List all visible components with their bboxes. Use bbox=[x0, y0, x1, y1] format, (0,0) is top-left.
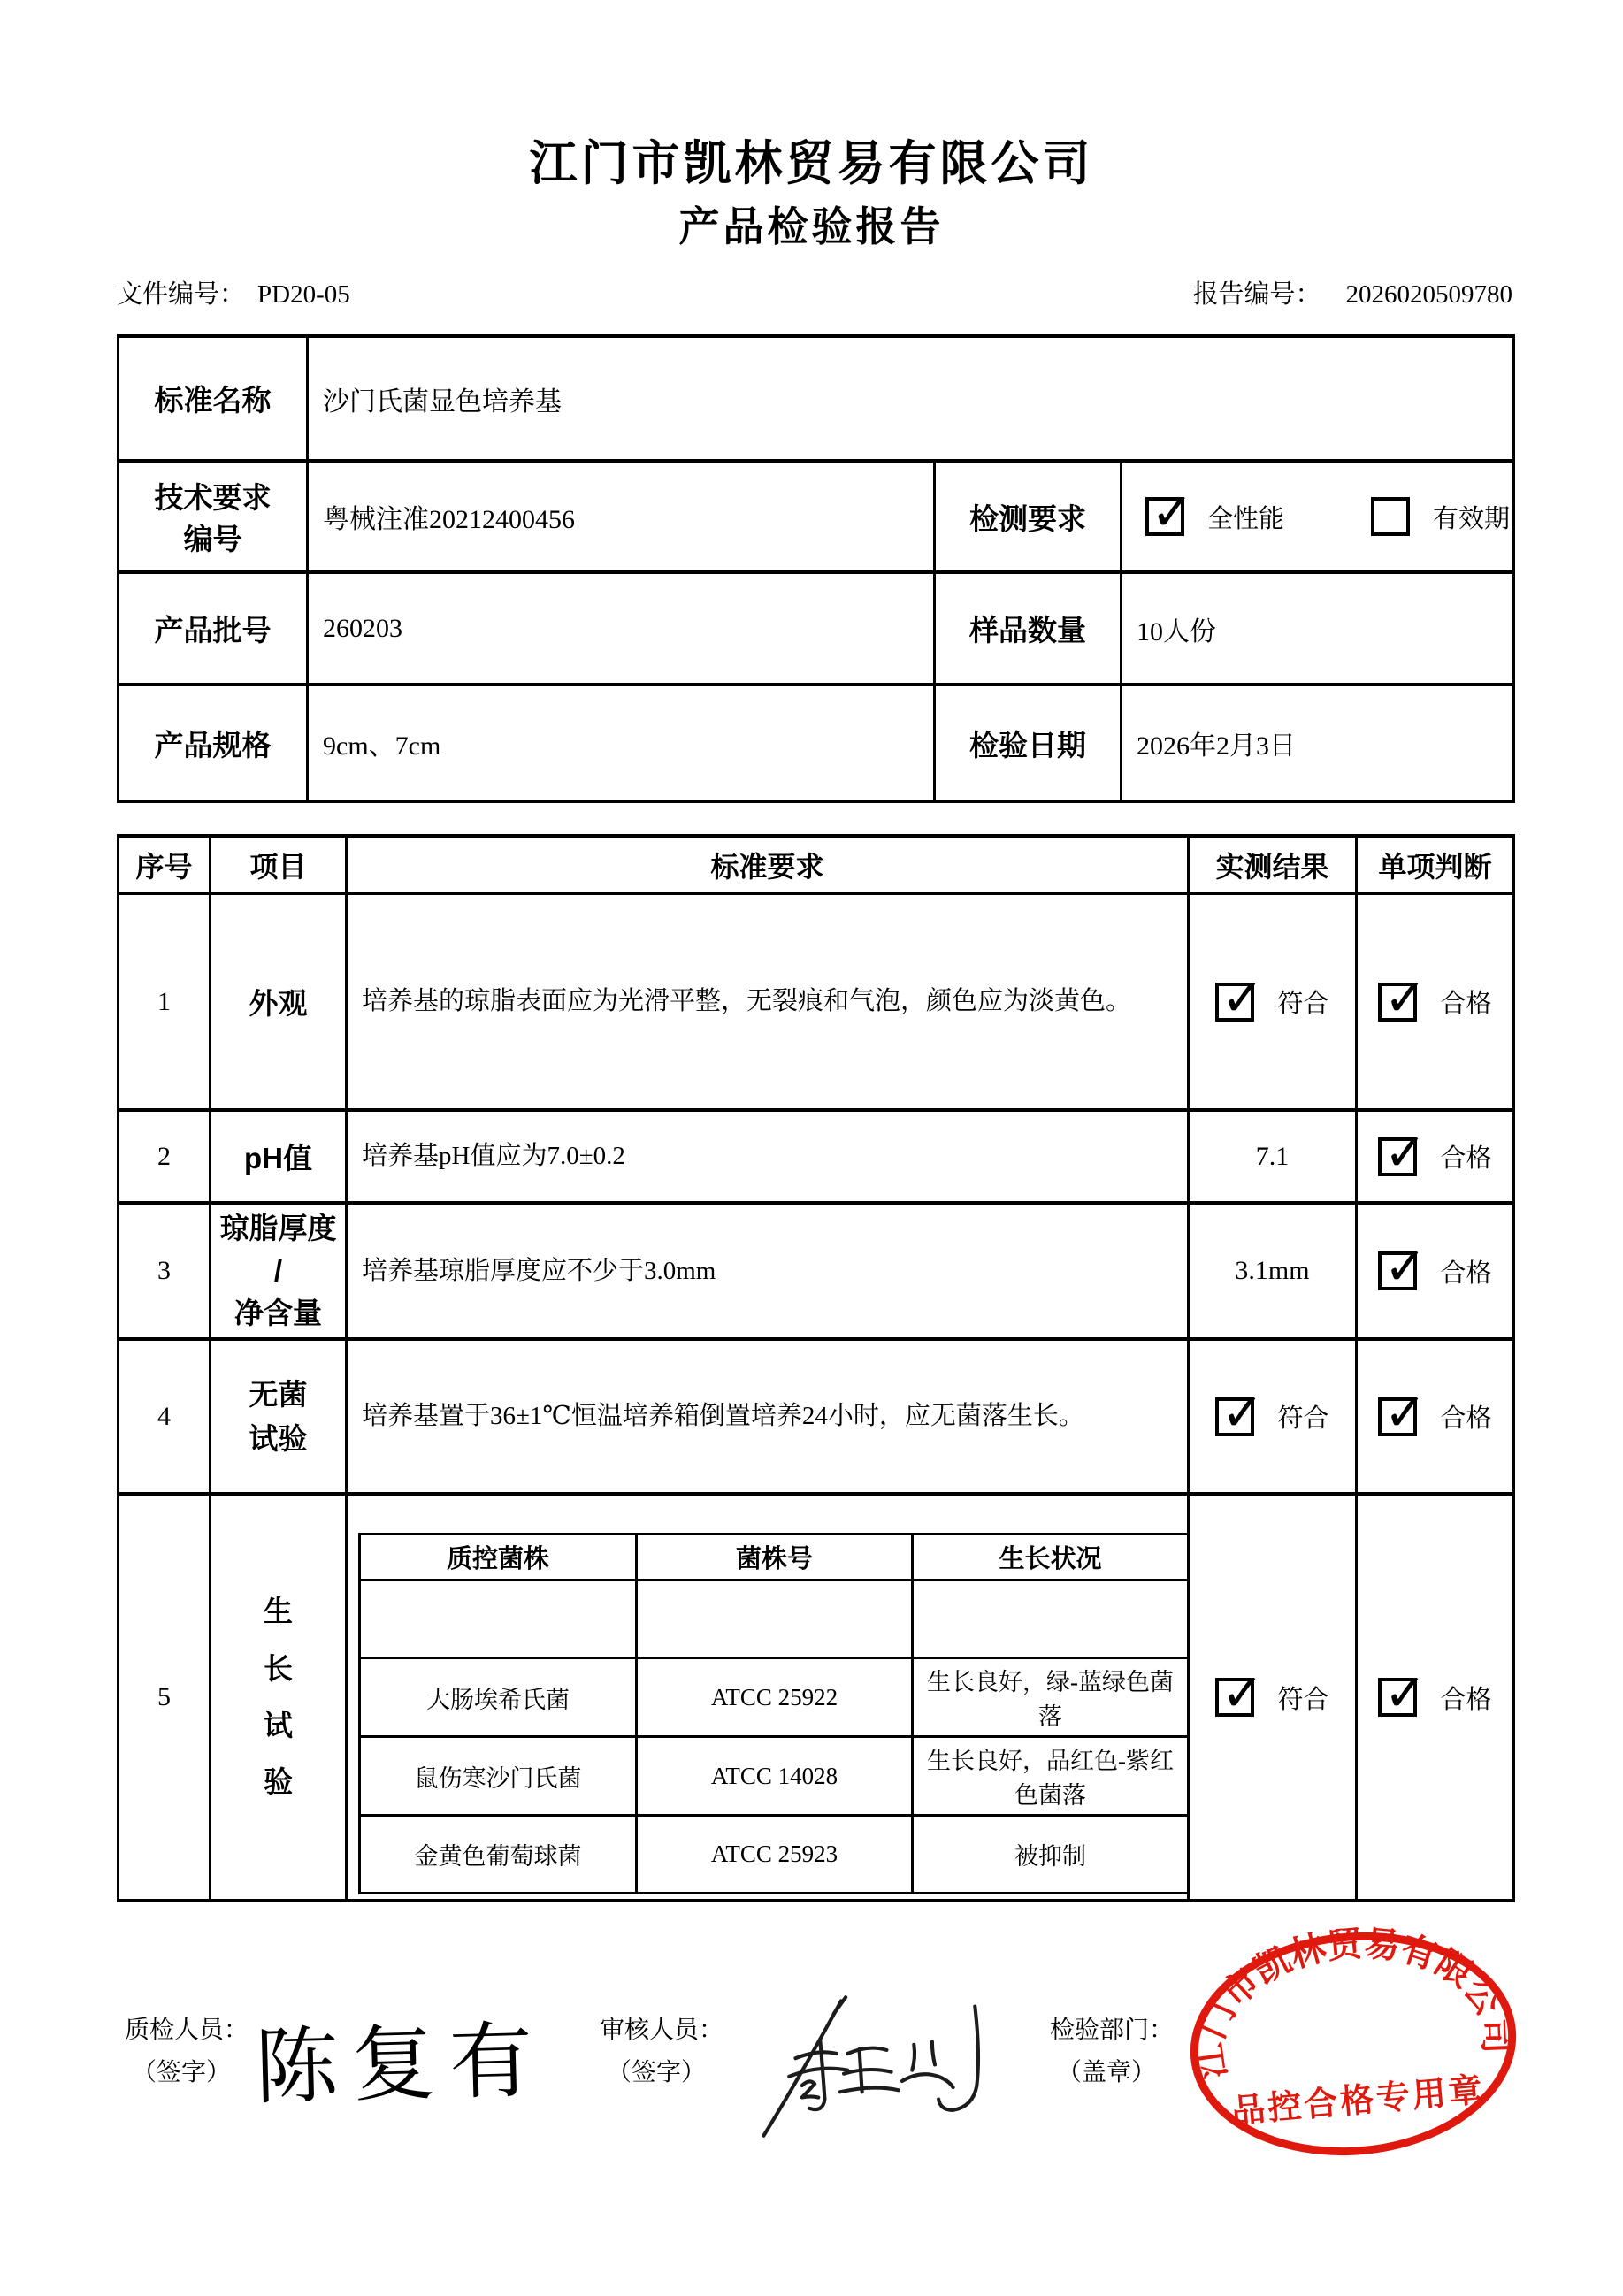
table-row bbox=[119, 1494, 1514, 1901]
row-no: 3 bbox=[119, 1203, 211, 1339]
judgment-ph bbox=[1357, 1110, 1514, 1203]
item-agar-thickness bbox=[211, 1203, 347, 1339]
inspection-dept-label: 检验部门： bbox=[1050, 2017, 1175, 2044]
row-no: 4 bbox=[119, 1339, 211, 1494]
report-title: 产品检验报告 bbox=[678, 203, 945, 250]
sample-qty-value: 10人份 bbox=[1122, 572, 1514, 685]
check-icon: ✓ bbox=[1383, 1121, 1428, 1182]
result-growth-test bbox=[1189, 1494, 1357, 1901]
col-header-no: 序号 bbox=[119, 836, 211, 893]
check-icon: ✓ bbox=[1221, 1663, 1265, 1723]
result-checkbox[interactable] bbox=[1215, 967, 1265, 1028]
inspection-date-value: 2026年2月3日 bbox=[1122, 685, 1514, 801]
col-header-judgment: 单项判断 bbox=[1357, 836, 1514, 893]
strain-table bbox=[358, 1533, 1189, 1894]
judgment-checkbox[interactable] bbox=[1378, 1381, 1428, 1443]
reviewer-label: 审核人员： bbox=[600, 2017, 724, 2044]
strain-row bbox=[360, 1658, 1189, 1737]
strain-name bbox=[360, 1580, 637, 1658]
strain-name: 金黄色葡萄球菌 bbox=[360, 1816, 637, 1894]
item-label: 生长试验 bbox=[264, 1595, 293, 1799]
standard-name-label: 标准名称 bbox=[119, 336, 308, 461]
tech-requirement-no-label: 技术要求编号 bbox=[119, 461, 308, 572]
product-spec-value: 9cm、7cm bbox=[308, 685, 935, 801]
judgment-checkbox[interactable] bbox=[1378, 967, 1428, 1028]
strain-growth bbox=[913, 1580, 1189, 1658]
judgment-label: 合格 bbox=[1440, 1259, 1492, 1288]
table-row bbox=[119, 572, 1514, 685]
item-appearance: 外观 bbox=[211, 893, 347, 1110]
table-row bbox=[119, 685, 1514, 801]
test-requirement-options bbox=[1122, 461, 1514, 572]
judgment-label: 合格 bbox=[1440, 990, 1492, 1018]
validity-checkbox[interactable] bbox=[1371, 497, 1410, 536]
table-header-row bbox=[119, 836, 1514, 893]
check-icon: ✓ bbox=[1151, 482, 1194, 542]
check-icon: ✓ bbox=[1383, 1663, 1428, 1723]
strain-number bbox=[637, 1580, 913, 1658]
item-line: / bbox=[273, 1254, 283, 1288]
strain-header-row bbox=[360, 1534, 1189, 1580]
inspection-results-table bbox=[117, 834, 1515, 1902]
product-spec-label: 产品规格 bbox=[119, 685, 308, 801]
report-no-value: 2026020509780 bbox=[1345, 280, 1512, 309]
requirement-ph: 培养基pH值应为7.0±0.2 bbox=[347, 1110, 1189, 1203]
row-no: 2 bbox=[119, 1110, 211, 1203]
report-no-label: 报告编号： bbox=[1192, 280, 1321, 309]
table-row bbox=[119, 336, 1514, 461]
strain-col-header: 质控菌株 bbox=[360, 1534, 637, 1580]
inspection-dept-block bbox=[1050, 2017, 1174, 2087]
judgment-checkbox[interactable] bbox=[1378, 1121, 1428, 1182]
result-sterility bbox=[1189, 1339, 1357, 1494]
dept-stamp-hint: （盖章） bbox=[1057, 2059, 1157, 2087]
item-label: 无菌试验 bbox=[249, 1378, 308, 1455]
result-checkbox[interactable] bbox=[1215, 1663, 1265, 1723]
company-title: 江门市凯林贸易有限公司 bbox=[529, 137, 1094, 190]
result-agar-thickness: 3.1mm bbox=[1189, 1203, 1357, 1339]
col-header-requirement: 标准要求 bbox=[347, 836, 1189, 893]
table-row bbox=[119, 461, 1514, 572]
inspection-date-label: 检验日期 bbox=[935, 685, 1122, 801]
qc-personnel-label: 质检人员： bbox=[125, 2017, 249, 2044]
check-icon: ✓ bbox=[1221, 1381, 1265, 1443]
full-performance-checkbox[interactable] bbox=[1145, 482, 1194, 542]
check-icon: ✓ bbox=[1383, 1236, 1428, 1297]
product-info-table bbox=[117, 334, 1515, 803]
check-icon: ✓ bbox=[1383, 967, 1428, 1028]
company-stamp bbox=[1172, 1914, 1534, 2175]
result-label: 符合 bbox=[1277, 1685, 1329, 1714]
strain-growth: 被抑制 bbox=[913, 1816, 1189, 1894]
judgment-label: 合格 bbox=[1440, 1144, 1492, 1173]
result-ph: 7.1 bbox=[1189, 1110, 1357, 1203]
col-header-item: 项目 bbox=[211, 836, 347, 893]
qc-signature: 陈复有 bbox=[253, 2015, 548, 2116]
strain-row bbox=[360, 1737, 1189, 1816]
doc-no-group bbox=[117, 274, 350, 310]
requirement-sterility: 培养基置于36±1℃恒温培养箱倒置培养24小时，应无菌落生长。 bbox=[347, 1339, 1189, 1494]
result-label: 符合 bbox=[1277, 1404, 1329, 1433]
stamp-bottom-text: 品控合格专用章 bbox=[1229, 2071, 1487, 2131]
batch-no-label: 产品批号 bbox=[119, 572, 308, 685]
strain-growth: 生长良好，绿-蓝绿色菌落 bbox=[913, 1658, 1189, 1737]
strain-growth: 生长良好，品红色-紫红色菌落 bbox=[913, 1737, 1189, 1816]
full-performance-label: 全性能 bbox=[1207, 504, 1285, 533]
check-icon: ✓ bbox=[1221, 967, 1265, 1028]
item-sterility bbox=[211, 1339, 347, 1494]
reviewer-block bbox=[600, 2017, 723, 2087]
strain-number: ATCC 25923 bbox=[637, 1816, 913, 1894]
result-checkbox[interactable] bbox=[1215, 1381, 1265, 1443]
qc-sign-hint: （签字） bbox=[132, 2059, 232, 2087]
svg-text:江门市凯林贸易有限公司 bbox=[1181, 1914, 1517, 2082]
item-growth-test bbox=[211, 1494, 347, 1901]
validity-label: 有效期 bbox=[1433, 504, 1511, 533]
strain-no-col-header: 菌株号 bbox=[637, 1534, 913, 1580]
strain-row bbox=[360, 1816, 1189, 1894]
reviewer-signature bbox=[745, 1990, 1001, 2145]
qc-personnel-block bbox=[125, 2017, 249, 2087]
document-number-line bbox=[117, 274, 1512, 310]
row-no: 1 bbox=[119, 893, 211, 1110]
judgment-sterility bbox=[1357, 1339, 1514, 1494]
judgment-checkbox[interactable] bbox=[1378, 1663, 1428, 1723]
sample-qty-label: 样品数量 bbox=[935, 572, 1122, 685]
doc-no-label: 文件编号： bbox=[117, 280, 246, 309]
check-icon: ✓ bbox=[1383, 1381, 1428, 1443]
reviewer-sign-hint: （签字） bbox=[607, 2059, 707, 2087]
judgment-checkbox[interactable] bbox=[1378, 1236, 1428, 1297]
strain-number: ATCC 25922 bbox=[637, 1658, 913, 1737]
item-line: 琼脂厚度 bbox=[219, 1212, 337, 1245]
title-block bbox=[0, 138, 1623, 249]
item-line: 净含量 bbox=[234, 1296, 322, 1329]
growth-col-header: 生长状况 bbox=[913, 1534, 1189, 1580]
tech-requirement-no-value: 粤械注准20212400456 bbox=[308, 461, 935, 572]
growth-test-cell bbox=[347, 1494, 1189, 1901]
strain-name: 鼠伤寒沙门氏菌 bbox=[360, 1737, 637, 1816]
standard-name-value: 沙门氏菌显色培养基 bbox=[308, 336, 1514, 461]
table-row bbox=[119, 1339, 1514, 1494]
table-row bbox=[119, 893, 1514, 1110]
report-no-group bbox=[1192, 274, 1512, 310]
test-requirement-label: 检测要求 bbox=[935, 461, 1122, 572]
stamp-arc-text: 江门市凯林贸易有限公司 bbox=[1190, 1924, 1516, 2081]
judgment-agar-thickness bbox=[1357, 1203, 1514, 1339]
requirement-appearance: 培养基的琼脂表面应为光滑平整，无裂痕和气泡，颜色应为淡黄色。 bbox=[347, 893, 1189, 1110]
col-header-result: 实测结果 bbox=[1189, 836, 1357, 893]
result-label: 符合 bbox=[1277, 990, 1329, 1018]
strain-number: ATCC 14028 bbox=[637, 1737, 913, 1816]
table-row bbox=[119, 1110, 1514, 1203]
judgment-growth-test bbox=[1357, 1494, 1514, 1901]
doc-no-value: PD20-05 bbox=[257, 280, 350, 309]
strain-row bbox=[360, 1580, 1189, 1658]
judgment-label: 合格 bbox=[1440, 1685, 1492, 1714]
table-row bbox=[119, 1203, 1514, 1339]
requirement-agar-thickness: 培养基琼脂厚度应不少于3.0mm bbox=[347, 1203, 1189, 1339]
item-ph: pH值 bbox=[211, 1110, 347, 1203]
judgment-label: 合格 bbox=[1440, 1404, 1492, 1433]
result-appearance bbox=[1189, 893, 1357, 1110]
batch-no-value: 260203 bbox=[308, 572, 935, 685]
strain-name: 大肠埃希氏菌 bbox=[360, 1658, 637, 1737]
judgment-appearance bbox=[1357, 893, 1514, 1110]
row-no: 5 bbox=[119, 1494, 211, 1901]
